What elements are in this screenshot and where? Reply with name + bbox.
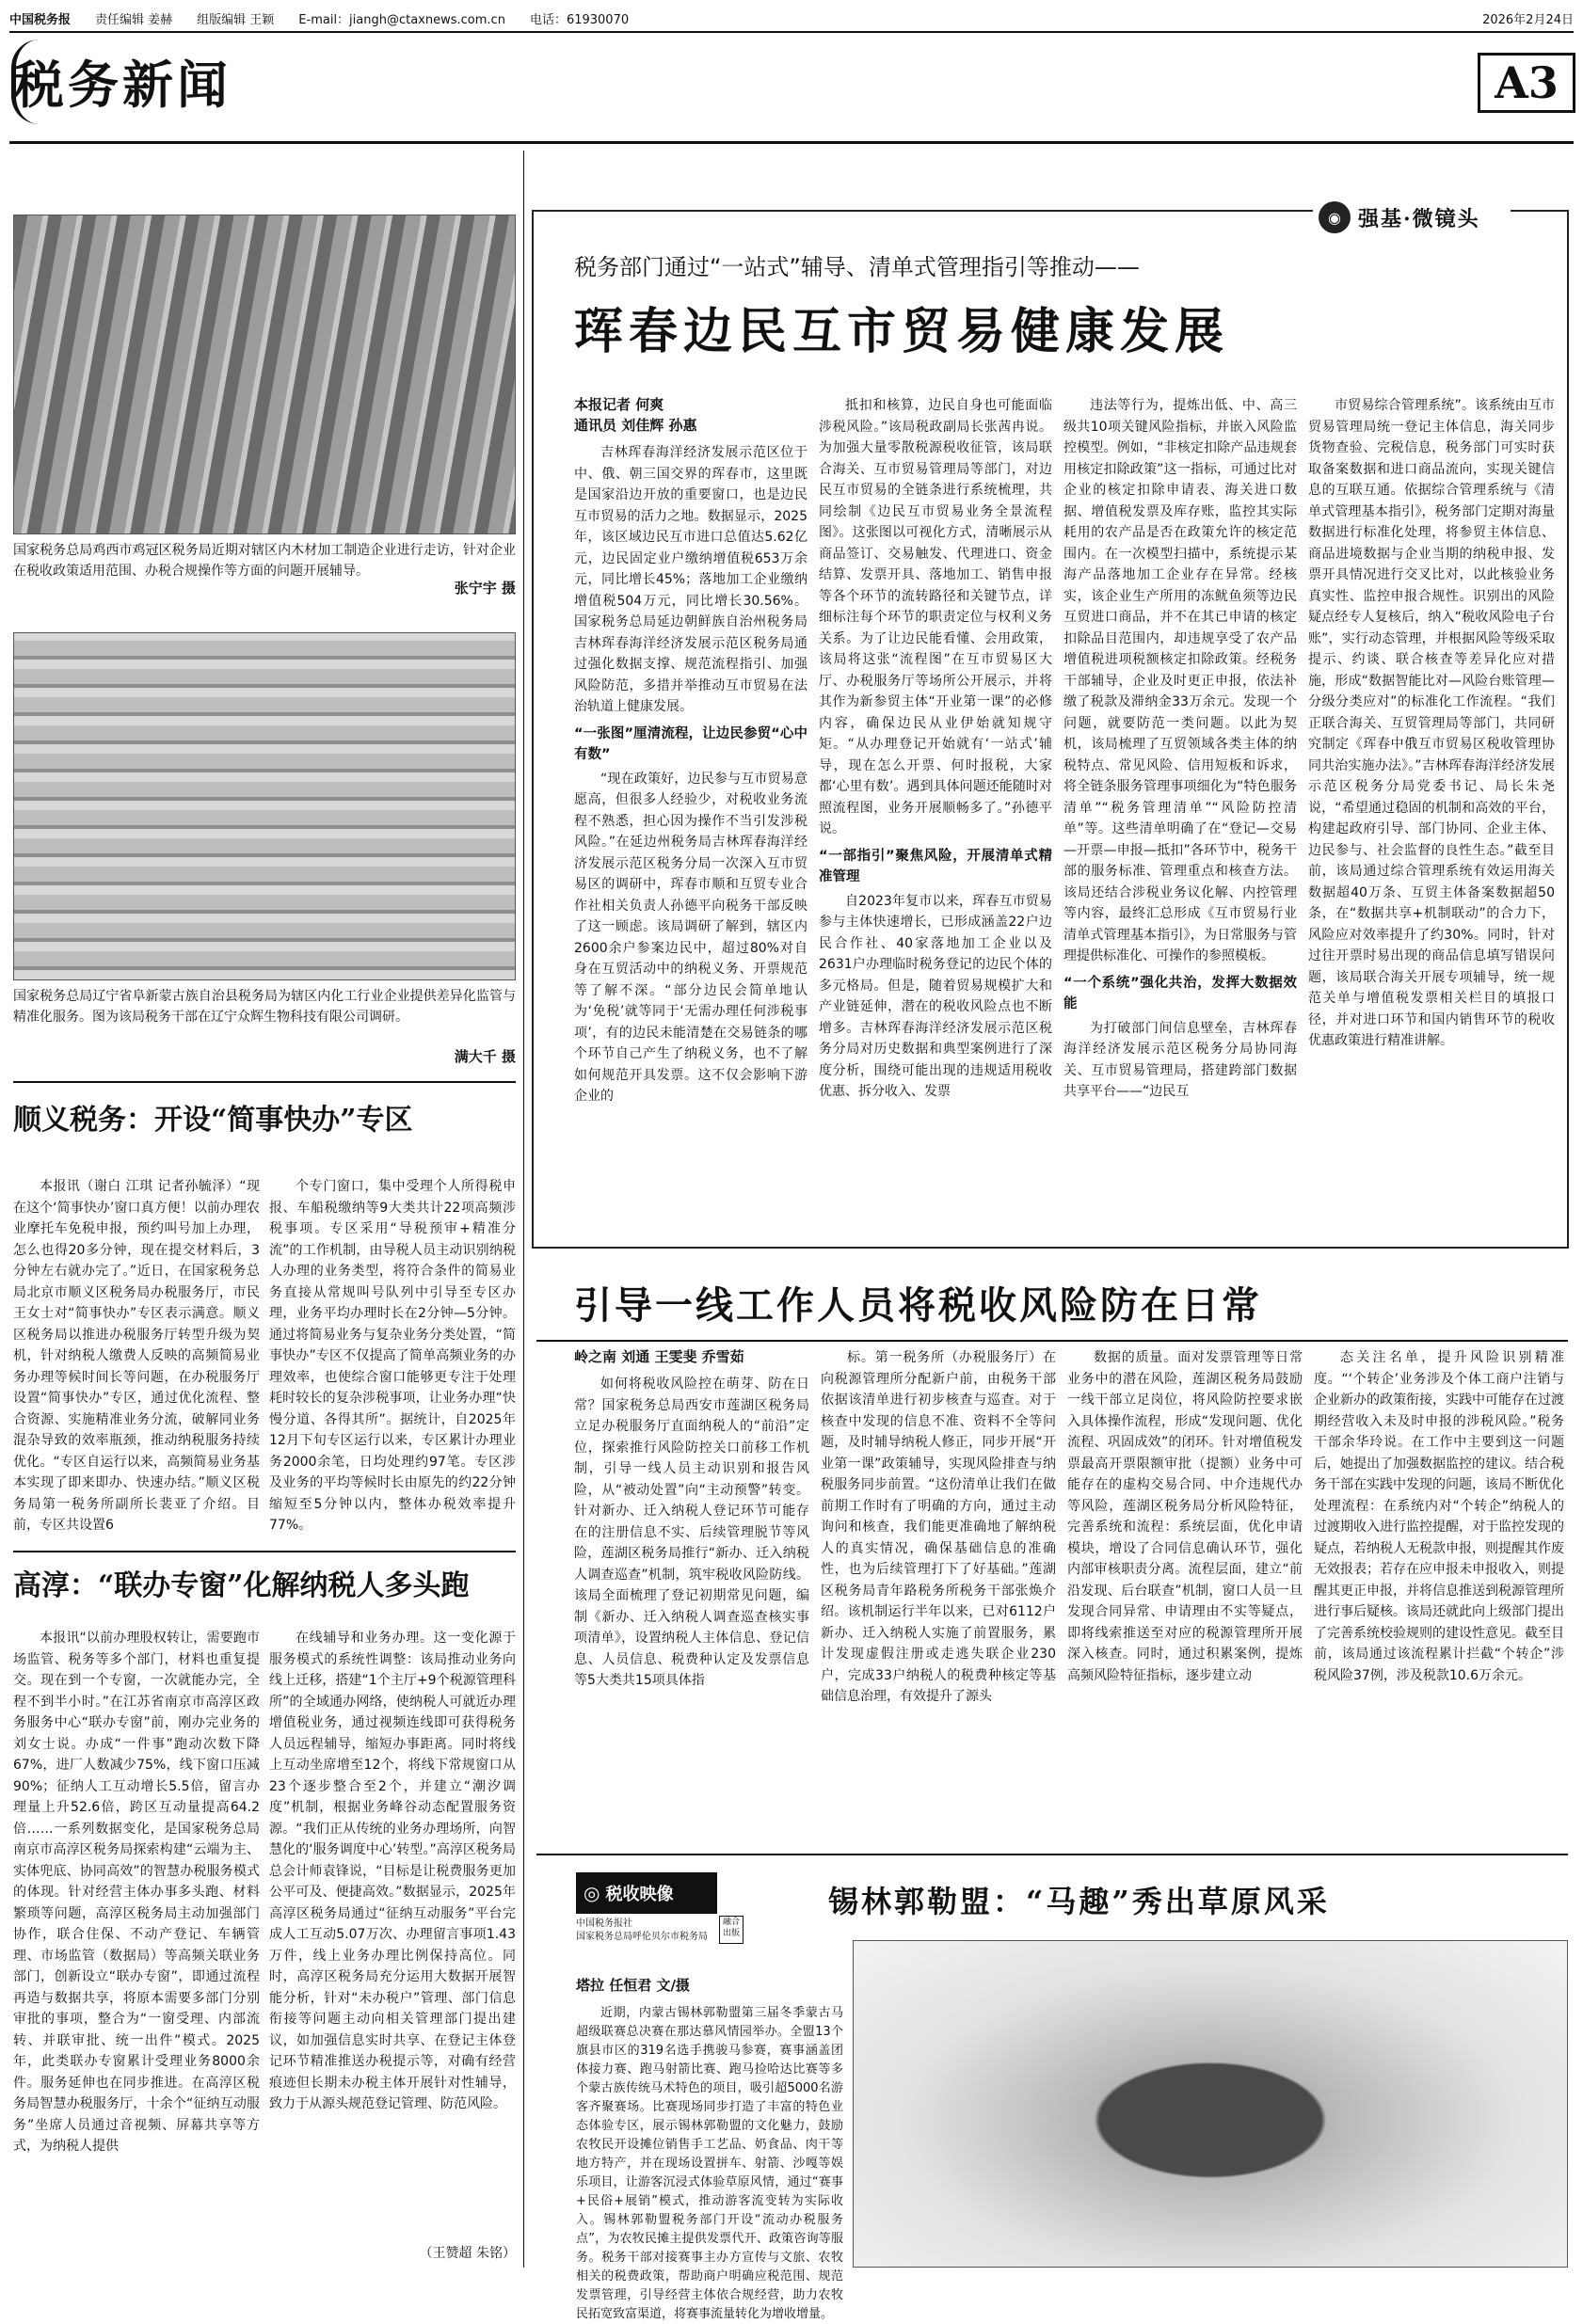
camera-icon: ◎ [584,1882,600,1904]
editor: 责任编辑 姜赫 [95,12,173,27]
paper-name: 中国税务报 [9,12,72,27]
gaochun-col1: 本报讯“以前办理股权转让，需要跑市场监管、税务等多个部门，材料也重复提交。现在到一个专窗，一次就能办完，全程不到半小时。”在江苏省南京市高淳区政务服务中心“联办专窗”前，刚办完业务的刘女士说。办成“一件事”跑动次数下降67%，进厂人数减少75%，线下窗口压减90%；征纳人工互动增长5.5倍，留言办理量上升52.6倍，跨区互动量提高64.2倍……一系列数据变化，是国家税务总局南京市高淳区税务局探索构建“云端为主、实体兜底、协同高效”的智慧办税服务模式的体现。针对经营主体办事多头跑、材料繁琐等问题，高淳区税务局主动加强部门协作，联合住保、不动产登记、车辆管理、市场监管（数据局）等高频关联业务部门，创新设立“联办专窗”，即通过流程再造与数据共享，将原本需要多部门分别审批的事项，整合为“一窗受理、内部流转、并联审批、统一出件”模式。2025年，此类联办专窗累计受理业务8000余件。服务延伸也在同步推进。在高淳区税务局智慧办税服务厅，十余个“征纳互动服务”坐席人员通过音视频、屏幕共享等方式，为纳税人提供 [13,1631,260,2154]
section-rule [9,141,1574,144]
photo1-caption: 国家税务总局鸡西市鸡冠区税务局近期对辖区内木材加工制造企业进行走访，针对企业在税收政策适用范围、办税合规操作等方面的问题开展辅导。 [13,543,516,579]
org-line-2: 国家税务总局呼伦贝尔市税务局 [576,1932,708,1942]
main-col4: 市贸易综合管理系统”。该系统由互市贸易管理局统一登记主体信息，海关同步货物查验、完税信息，税务部门可实时获取备案数据和进口商品流向，实现关键信息的互联互通。依据综合管理系统与《清单式管理基本指引》，税务部门定期对海量数据进行标准化处理，将参贸主体信息、商品进境数据与企业当期的纳税申报、发票开具情况进行交叉比对，以此核验业务真实性、监控申报合规性。识别出的风险疑点经专人复核后，纳入“税收风险电子台账”，实行动态管理，并根据风险等级采取提示、约谈、联合核查等差异化应对措施，形成“数据智能比对—风险台账管理—分级分类应对”的标准化工作流程。“我们正联合海关、互贸管理局等部门，共同研究制定《珲春中俄互市贸易区税收管理协同共治实施办法》。”吉林珲春海洋经济发展示范区税务分局党委书记、局长朱尧说，“希望通过稳固的机制和高效的平台，构建起政府引导、部门协同、企业主体、边民参与、社会监督的良性生态。”截至目前，该局通过综合管理系统有效运用海关数据超40万条、互贸主体备案数据超50条，在“数据共享+机制联动”的合力下，风险应对效率提升了约30%。同时，针对过往开票时易出现的商品信息填写错误问题，该局联合海关开展专项辅导，统一规范关单与增值税发票相关栏目的填报口径，并对进口环节和国内销售环节的税收优惠政策进行精准讲解。 [1308,398,1555,1048]
story2-col4: 态关注名单，提升风险识别精准度。“‘个转企’业务涉及个体工商户注销与企业新办的政策衔接，实践中可能存在过渡期经营收入未及时申报的涉税风险。”税务干部余华玲说。在工作中主要到这一问题后，她提出了加强数据监控的建议。结合税务干部在实践中发现的问题，该局不断优化处理流程：在系统内对“个转企”纳税人的过渡期收入进行监控提醒，对于监控发现的疑点，若纳税人无税款申报，则提醒其作废无效报表；若存在应申报未申报收入，则提醒其更正申报，并将信息推送到税源管理所进行事后疑核。该局还就此向上级部门提出了完善系统校验规则的建设性意见。截至目前，该局通过该流程累计拦截“个转企”涉税风险37例，涉及税款10.6万余元。 [1314,1350,1564,1683]
email[interactable]: E-mail：jiangh@ctaxnews.com.cn [298,12,505,27]
photo-column-label: 税收映像 [605,1885,674,1904]
photo-story-byline: 塔拉 任恒君 文/摄 [576,1977,690,1994]
divider [13,1081,516,1083]
gaochun-signature: （王赞超 朱铭） [419,2246,516,2261]
main-col1: 吉林珲春海洋经济发展示范区位于中、俄、朝三国交界的珲春市，这里既是国家沿边开放的重要窗口，也是边民互市贸易的活力之地。数据显示，2025年，该区域边民互市进口总值达5.62亿元，边民固定业户缴纳增值税653万余元，同比增长45%；落地加工企业缴纳增值税504万元，同比增长30.56%。国家税务总局延边朝鲜族自治州税务局吉林珲春海洋经济发展示范区税务局通过强化数据支撑、规范流程指引、加强风险防范，多措并举推动互市贸易在法治轨道上健康发展。 “一张图”厘清流程，让边民参贸“心中有数” “现在政策好，边民参与互市贸易意愿高，但很多人经验少，对税收业务流程不熟悉，担心因为操作不当引发涉税风险。”在延边州税务局吉林珲春海洋经济发展示范区税务分局一次深入互市贸易区的调研中，珲春市顺和互贸专业合作社相关负责人孙德平向税务干部反映了这一顾虑。该局调研了解到，辖区内2600余户参案边民中，超过80%对自身在互贸活动中的纳税义务、开票规范等了解不深。“部分边民会简单地认为‘免税’就等同于‘无需办理任何涉税事项’，有的边民未能清楚在交易链条的哪个环节自己产生了纳税义务，也不了解如何规范开具发票。这不仅会影响下游企业的 [574,445,807,1104]
shunyi-headline: 顺义税务：开设“简事快办”专区 [13,1104,413,1137]
photo-story-headline: 锡林郭勒盟：“马趣”秀出草原风采 [828,1884,1330,1919]
main-subhead-1: “一张图”厘清流程，让边民参贸“心中有数” [574,725,807,762]
photo-tax-officers-factory [13,215,516,534]
layout-editor: 组版编辑 王颖 [197,12,275,27]
photo-column-logo [576,1872,717,1914]
main-kicker: 税务部门通过“一站式”辅导、清单式管理指引等推动—— [574,254,1140,280]
page-number: A3 [1478,53,1575,113]
main-col3: 违法等行为，提炼出低、中、高三级共10项关键风险指标，并嵌入风险监控模型。例如，“非核定扣除产品违规套用核定扣除政策”这一指标，可通过比对企业的核定扣除申请表、海关进口数据、增值税发票及库存账，监控其实际耗用的农产品是否在政策允许的核定范围内。在一次模型扫描中，系统提示某海产品落地加工企业存在异常。经核实，该企业生产所用的冻鱿鱼须等边民互贸进口商品，并不在其已申请的核定扣除品目范围内，却违规享受了农产品增值税进项税额核定扣除政策。经税务干部辅导，企业及时更正申报，依法补缴了税款及滞纳金33万余元。发现一个问题，就要防范一类问题。以此为契机，该局梳理了互贸领域各类主体的纳税特点、常见风险、信用短板和诉求，将全链条服务管理事项细化为“特色服务清单”“税务管理清单”“风险防控清单”等。这些清单明确了在“登记—交易—开票—申报—抵扣”各环节中，税务干部的服务标准、管理重点和核查方法。该局还结合涉税业务议化解、内控管理等内容，最终汇总形成《互市贸易行业清单式管理基本指引》，为日常服务与管理提供标准化、可操作的参照模板。 “一个系统”强化共治，发挥大数据效能 为打破部门间信息壁垒，吉林珲春海洋经济发展示范区税务分局协同海关、互市贸易管理局，搭建跨部门数据共享平台——“边民互 [1063,398,1297,1099]
photo-column-orgs [576,1918,717,1944]
photo2-credit: 满大千 摄 [454,1048,516,1065]
photo1-credit: 张宁宇 摄 [454,580,516,597]
main-subhead-3: “一个系统”强化共治，发挥大数据效能 [1063,975,1297,1011]
phone: 电话：61930070 [529,12,630,27]
camera-icon: ◉ [1319,201,1351,233]
divider [536,1340,1568,1342]
story2-headline: 引导一线工作人员将税收风险防在日常 [574,1283,1262,1328]
main-col2: 抵扣和核算，边民自身也可能面临涉税风险。”该局税政副局长张茜冉说。为加强大量零散税源税收征管，该局联合海关、互市贸易管理局等部门，对边民互市贸易的全链条进行系统梳理，共同绘制《边民互市贸易业务全景流程图》。这张图以可视化方式，清晰展示从商品签订、交易触发、代理进口、资金结算、发票开具、落地加工、销售申报等各个环节的流转路径和关键节点，详细标注每个环节的职责定位与权利义务关系。为了让边民能看懂、会用政策，该局将这张“流程图”在互市贸易区大厅、办税服务厅等场所公开展示，并将其作为新参贸主体“开业第一课”的必修内容，确保边民从业伊始就知规守矩。“从办理登记开始就有‘一站式’辅导，现在怎么开票、何时报税，大家都‘心里有数’。遇到具体问题还能随时对照流程图，业务开展顺畅多了。”孙德平说。 “一部指引”聚焦风险，开展清单式精准管理 自2023年复市以来，珲春互市贸易参与主体快速增长，已形成涵盖22户边民合作社、40家落地加工企业以及2631户办理临时税务登记的边民个体的多元格局。但是，随着贸易规模扩大和产业链延伸，潜在的税收风险点也不断增多。吉林珲春海洋经济发展示范区税务分局对历史数据和典型案例进行了深度分析，围绕可能出现的违规适用税收优惠、拆分收入、发票 [819,398,1052,1099]
gaochun-col2: 在线辅导和业务办理。这一变化源于服务模式的系统性调整：该局推动业务向线上迁移，搭建“1个主厅+9个税源管理科所”的全域通办网络，使纳税人可就近办理增值税业务，通过视频连线即可获得税务人员远程辅导，缩短办事距离。同时将线上互动坐席增至12个，将线下常规窗口从23个逐步整合至2个，并建立“潮汐调度”机制，根据业务峰谷动态配置服务资源。“我们正从传统的业务办理场所，向智慧化的‘服务调度中心’转型。”高淳区税务局总会计师袁锋说，“目标是让税费服务更加公平可及、便捷高效。”数据显示，2025年高淳区税务局通过“征纳互动服务”平台完成人工互动5.07万次、办理留言事项1.43万件，线上业务办理比例保持高位。同时，高淳区税务局充分运用大数据开展智能分析，针对“未办税户”管理、部门信息衔接等问题主动向相关管理部门提出建议，如加强信息实时共享、在登记主体登记环节精准推送办税提示等，对确有经营痕迹但长期未办税主体开展针对性辅导，致力于从源头规范登记管理、防范风险。 [269,1631,516,2111]
main-byline-correspondents: 通讯员 刘佳辉 孙惠 [574,417,697,434]
org-line-1: 中国税务报社 [576,1918,632,1929]
shunyi-col1: 本报讯（谢白 江琪 记者孙毓泽）“现在这个‘简事快办’窗口真方便！以前办理农业摩托车免税申报，预约叫号加上办理，怎么也得20多分钟，现在提交材料后，3分钟左右就办完了。”近日，在国家税务总局北京市顺义区税务局办税服务厅，市民王女士对“简事快办”专区表示满意。顺义区税务局以推进办税服务厅转型升级为契机，针对纳税人缴费人反映的高频简易业务办理等候时间长等问题，在办税服务厅设置“简事快办”专区，通过优化流程、整合资源、实施精准业务分流，破解同业务混杂导致的效率瓶颈，推动纳税服务持续优化。“专区自运行以来，高频简易业务基本实现了即来即办、快速办结。”顺义区税务局第一税务所副所长裴亚了介绍。目前，专区共设置6 [13,1179,260,1533]
header-rule [9,31,1574,33]
divider [13,1551,516,1552]
column-tag-text: 强基·微镜头 [1358,206,1480,231]
main-headline: 珲春边民互市贸易健康发展 [574,303,1230,360]
photo-story-text: 近期，内蒙古锡林郭勒盟第三届冬季蒙古马超级联赛总决赛在那达慕风情园举办。全盟13个旗县市区的319名选手携骏马参赛，赛事涵盖团体接力赛、跑马射箭比赛、跑马捡哈达比赛等多个蒙古族传统马术特色的项目，吸引超5000名游客齐聚赛场。比赛现场同步打造了丰富的特色业态体验专区，展示锡林郭勒盟的文化魅力，鼓励农牧民开设摊位销售手工艺品、奶食品、肉干等地方特产，并在现场设置拼车、射箭、沙嘎等娱乐项目，让游客沉浸式体验草原风情，通过“赛事+民俗+展销”模式，推动游客流变转为实际收入。锡林郭勒盟税务部门开设“流动办税服务点”，为农牧民摊主提供发票代开、政策咨询等服务。税务干部对接赛事主办方宣传与文旅、农牧相关的税费政策，帮助商户明确应税范围、规范发票管理，引导经营主体依合规经营，助力农牧民拓宽致富渠道，将赛事流量转化为增收增量。 [576,2006,843,2321]
shunyi-col2: 个专门窗口，集中受理个人所得税申报、车船税缴纳等9大类共计22项高频涉税事项。专区采用“导税预审+精准分流”的工作机制，由导税人员主动识别纳税人办理的业务类型，将符合条件的简易业务直接从常规叫号队列中引导至专区办理，业务平均办理时长在2分钟—5分钟。通过将简易业务与复杂业务分类处置，“简事快办”专区不仅提高了简单高频业务的办理效率，也使综合窗口能够更专注于处理耗时较长的复杂涉税事项，让业务办理“快慢分道、各得其所”。据统计，自2025年12月下旬专区运行以来，专区累计办理业务2000余笔，日均处理约97笔。专区涉及业务的平均等候时长由原先的约22分钟缩短至5分钟以内，整体办税效率提升77%。 [269,1179,516,1533]
photo-chemical-plant [13,632,516,980]
photo2-caption: 国家税务总局辽宁省阜新蒙古族自治县税务局为辖区内化工行业企业提供差异化监管与精准化服务。图为该局税务干部在辽宁众辉生物科技有限公司调研。 [13,989,516,1025]
masthead-bar [9,6,1574,30]
main-subhead-2: “一部指引”聚焦风险，开展清单式精准管理 [819,848,1052,884]
story2-col3: 数据的质量。面对发票管理等日常业务中的潜在风险，莲湖区税务局鼓励一线干部立足岗位，将风险防控要求嵌入具体操作流程，形成“发现问题、优化流程、巩固成效”的闭环。针对增值税发票最高开票限额审批（提额）业务中可能存在的虚构交易合同、中介违规代办等风险，莲湖区税务局分析风险特征，完善系统和流程：系统层面，优化申请模块，增设了合同信息确认环节，强化内部审核职责分离。流程层面，建立“前沿发现、后台联查”机制，窗口人员一旦发现合同异常、申请理由不实等疑点，即将线索推送至对应的税源管理所开展深入核查。同时，通过积累案例，提炼高频风险特征指标，逐步建立动 [1067,1350,1303,1683]
photo-horse-race [853,1940,1568,2268]
story2-byline: 岭之南 刘通 王雯斐 乔雪茹 [574,1348,744,1365]
column-rule [523,151,524,2268]
story2-col2: 标。第一税务所（办税服务厅）在向税源管理所分配新户前，由税务干部依据该清单进行初步核查与巡查。对于核查中发现的信息不准、资料不全等问题，及时辅导纳税人修正，同步开展“开业第一课”政策辅导，实现风险排查与纳税服务同步前置。“这份清单让我们在做前期工作时有了明确的方向，通过主动询问和核查，我们能更准确地了解纳税人的真实情况，确保基础信息的准确性，也为后续管理打下了好基础。”莲湖区税务局青年路税务所税务干部张焕介绍。该机制运行半年以来，已对6112户新办、迁入纳税人实施了前置服务，累计发现虚假注册或走逃失联企业230户，完成33户纳税人的税费种核定等基础信息治理，有效提升了源头 [821,1350,1056,1704]
issue-date: 2026年2月24日 [1482,12,1574,27]
main-byline-reporter: 本报记者 何爽 [574,396,664,413]
column-tag [1313,198,1511,237]
publish-badge: 融合出版 [719,1916,744,1944]
divider [536,1854,1568,1855]
gaochun-headline: 高淳：“联办专窗”化解纳税人多头跑 [13,1569,470,1602]
story2-col1: 如何将税收风险控在萌芽、防在日常？国家税务总局西安市莲湖区税务局立足办税服务厅直面纳税人的“前沿”定位，探索推行风险防控关口前移工作机制，引导一线人员主动识别和报告风险，从“被动处置”向“主动预警”转变。针对新办、迁入纳税人登记环节可能存在的注册信息不实、后续管理脱节等风险，莲湖区税务局推行“新办、迁入纳税人调查巡查”机制，筑牢税收风险防线。该局全面梳理了登记初期常见问题，编制《新办、迁入纳税人调查巡查核实事项清单》，设置纳税人主体信息、登记信息、人员信息、税费种认定及发票信息等5大类共15项具体指 [574,1377,809,1688]
section-title: 税务新闻 [13,55,232,115]
